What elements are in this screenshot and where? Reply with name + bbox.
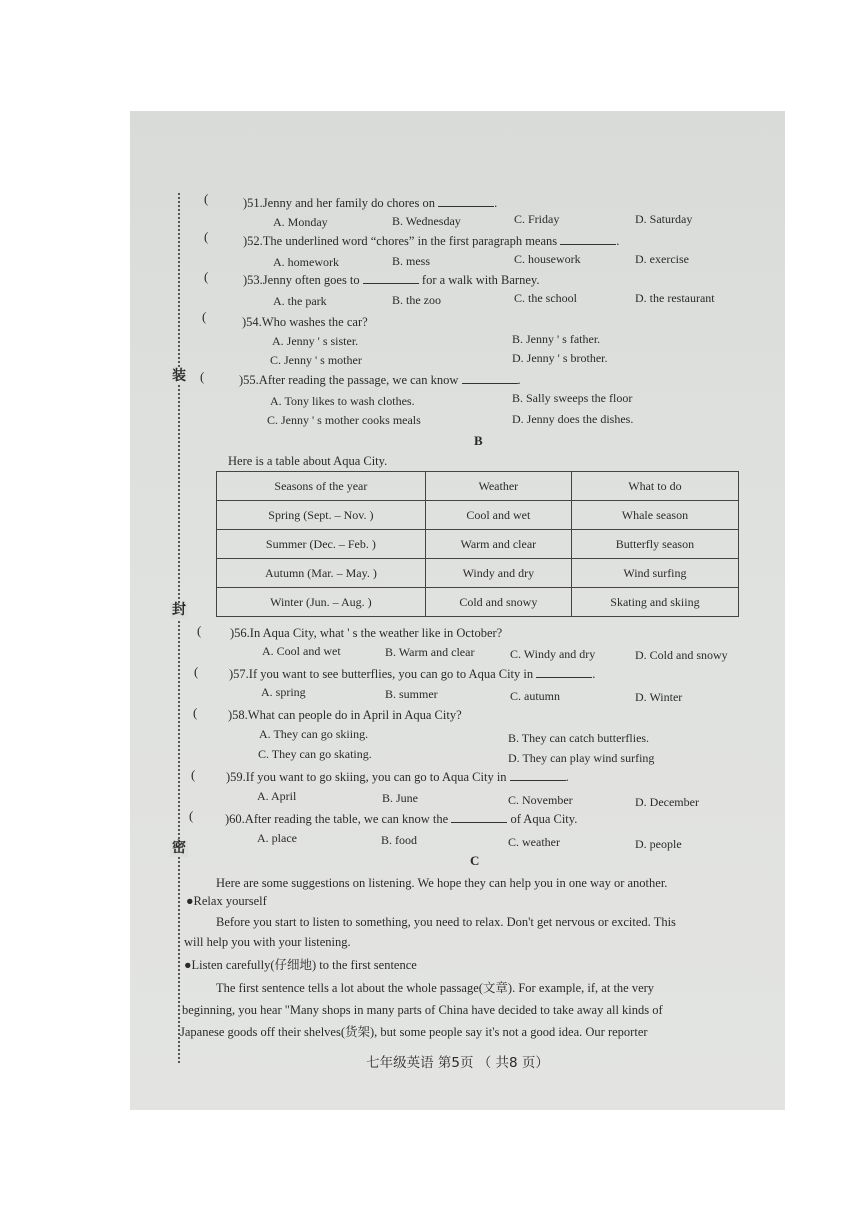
q53-option-a: A. the park — [273, 294, 327, 308]
table-row — [217, 559, 739, 588]
q55-option-a: A. Tony likes to wash clothes. — [270, 394, 415, 408]
table-cell: Whale season — [571, 501, 738, 530]
q53-option-c: C. the school — [514, 291, 577, 305]
table-row — [217, 588, 739, 617]
table-header-cell: What to do — [571, 472, 738, 501]
q53-option-b: B. the zoo — [392, 293, 441, 307]
q51-option-c: C. Friday — [514, 212, 560, 226]
table-row — [217, 501, 739, 530]
table-cell: Warm and clear — [425, 530, 571, 559]
answer-paren: ( — [204, 269, 209, 284]
answer-paren: ( — [197, 623, 202, 638]
q52-option-d: D. exercise — [635, 252, 689, 266]
binding-mark-mi: 密 — [172, 841, 186, 856]
q57-option-d: D. Winter — [635, 690, 683, 704]
answer-paren: ( — [193, 705, 198, 720]
q57-option-b: B. summer — [385, 687, 438, 701]
q58-option-c: C. They can go skating. — [258, 747, 372, 761]
q57-option-a: A. spring — [261, 685, 306, 699]
q60-option-a: A. place — [257, 831, 297, 845]
table-header-row — [217, 472, 739, 501]
table-cell: Summer (Dec. – Feb. ) — [217, 530, 426, 559]
answer-paren: ( — [204, 191, 209, 206]
table-header-cell: Weather — [425, 472, 571, 501]
q54-option-a: A. Jenny ' s sister. — [272, 334, 359, 348]
table-cell: Autumn (Mar. – May. ) — [217, 559, 426, 588]
question-59: )59.If you want to go skiing, you can go to Aqua City in . — [226, 770, 569, 784]
q54-option-d: D. Jenny ' s brother. — [512, 351, 608, 365]
question-55: )55.After reading the passage, we can know . — [239, 373, 521, 387]
question-60: )60.After reading the table, we can know the of Aqua City. — [225, 812, 578, 826]
q55-option-c: C. Jenny ' s mother cooks meals — [267, 413, 421, 427]
aqua-city-table — [216, 471, 739, 617]
table-row — [217, 530, 739, 559]
q55-option-b: B. Sally sweeps the floor — [512, 391, 633, 405]
q56-option-d: D. Cold and snowy — [635, 648, 728, 662]
table-header-cell: Seasons of the year — [217, 472, 426, 501]
answer-paren: ( — [191, 767, 196, 782]
q52-option-c: C. housework — [514, 252, 581, 266]
table-cell: Butterfly season — [571, 530, 738, 559]
section-b-intro: Here is a table about Aqua City. — [228, 454, 388, 468]
q53-option-d: D. the restaurant — [635, 291, 715, 305]
question-58: )58.What can people do in April in Aqua City? — [228, 708, 462, 722]
q51-option-b: B. Wednesday — [392, 214, 461, 228]
q60-option-b: B. food — [381, 833, 417, 847]
table-cell: Wind surfing — [571, 559, 738, 588]
table-cell: Windy and dry — [425, 559, 571, 588]
answer-paren: ( — [194, 664, 199, 679]
q58-option-b: B. They can catch butterflies. — [508, 731, 650, 745]
binding-line — [178, 193, 180, 1063]
q54-option-c: C. Jenny ' s mother — [270, 353, 362, 367]
q55-option-d: D. Jenny does the dishes. — [512, 412, 634, 426]
q59-option-a: A. April — [257, 789, 297, 803]
q57-option-c: C. autumn — [510, 689, 560, 703]
question-51: )51.Jenny and her family do chores on . — [243, 196, 498, 210]
paragraph-line: Japanese goods off their shelves(货架), but some people say it's not a good idea. Our reporter — [180, 1025, 648, 1039]
q60-option-c: C. weather — [508, 835, 560, 849]
binding-mark-feng: 封 — [172, 603, 186, 618]
q60-option-d: D. people — [635, 837, 682, 851]
q59-option-d: D. December — [635, 795, 699, 809]
q56-option-a: A. Cool and wet — [262, 644, 341, 658]
q59-option-c: C. November — [508, 793, 573, 807]
binding-mark-zhuang: 装 — [172, 369, 186, 384]
answer-paren: ( — [202, 309, 207, 324]
q56-option-b: B. Warm and clear — [385, 645, 475, 659]
q59-option-b: B. June — [382, 791, 418, 805]
table-cell: Skating and skiing — [571, 588, 738, 617]
section-c-intro: Here are some suggestions on listening. We hope they can help you in one way or another. — [216, 876, 668, 890]
q54-option-b: B. Jenny ' s father. — [512, 332, 601, 346]
q56-option-c: C. Windy and dry — [510, 647, 596, 661]
paragraph-line: Before you start to listen to something, you need to relax. Don't get nervous or excited. This — [216, 915, 676, 929]
section-c-heading: C — [470, 853, 480, 868]
table-cell: Spring (Sept. – Nov. ) — [217, 501, 426, 530]
question-54: )54.Who washes the car? — [242, 315, 368, 329]
section-b-heading: B — [474, 433, 483, 448]
q58-option-d: D. They can play wind surfing — [508, 751, 655, 765]
question-57: )57.If you want to see butterflies, you can go to Aqua City in . — [229, 667, 596, 681]
paragraph-line: The first sentence tells a lot about the whole passage(文章). For example, if, at the very — [216, 981, 655, 995]
page-footer: 七年级英语 第5页 （ 共8 页） — [366, 1055, 549, 1071]
table-cell: Cool and wet — [425, 501, 571, 530]
answer-paren: ( — [189, 808, 194, 823]
paragraph-line: beginning, you hear "Many shops in many parts of China have decided to take away all kinds of — [182, 1003, 663, 1017]
question-53: )53.Jenny often goes to for a walk with Barney. — [243, 273, 540, 287]
paragraph-line: will help you with your listening. — [184, 935, 351, 949]
tip-heading-listen: ●Listen carefully(仔细地) to the first sentence — [184, 958, 417, 972]
q52-option-a: A. homework — [273, 255, 339, 269]
question-56: )56.In Aqua City, what ' s the weather like in October? — [230, 626, 503, 640]
table-cell: Cold and snowy — [425, 588, 571, 617]
tip-heading-relax: ●Relax yourself — [186, 894, 267, 908]
answer-paren: ( — [204, 229, 209, 244]
q51-option-d: D. Saturday — [635, 212, 693, 226]
q52-option-b: B. mess — [392, 254, 431, 268]
q51-option-a: A. Monday — [273, 215, 328, 229]
question-52: )52.The underlined word “chores” in the first paragraph means . — [243, 234, 620, 248]
exam-page — [130, 111, 785, 1110]
answer-paren: ( — [200, 369, 205, 384]
q58-option-a: A. They can go skiing. — [259, 727, 369, 741]
table-cell: Winter (Jun. – Aug. ) — [217, 588, 426, 617]
